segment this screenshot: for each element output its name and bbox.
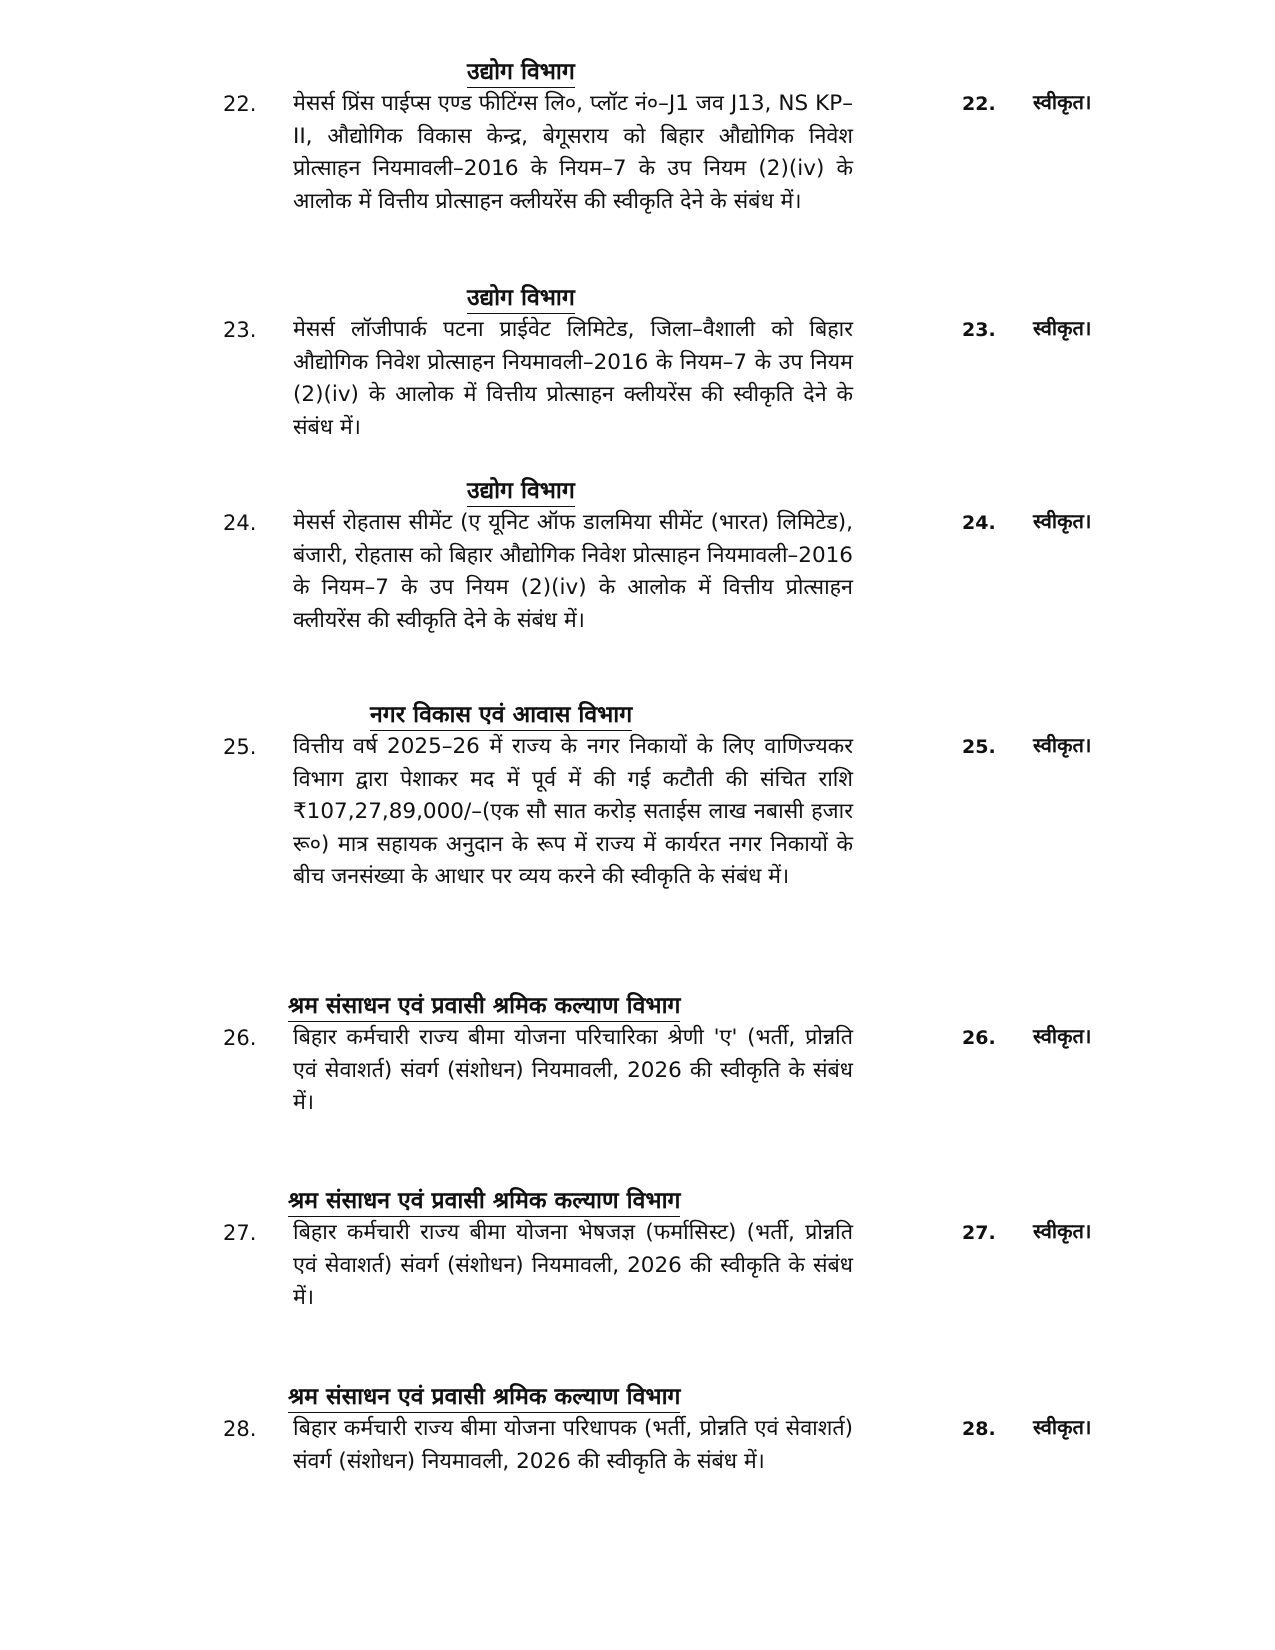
item-number: 24. [223,511,257,535]
department-heading: श्रम संसाधन एवं प्रवासी श्रमिक कल्याण विभाग [288,1383,680,1413]
item-number: 27. [223,1221,257,1245]
department-heading: श्रम संसाधन एवं प्रवासी श्रमिक कल्याण विभाग [288,1187,680,1217]
decision-status: स्वीकृत। [1033,1415,1092,1439]
result-number: 22. [962,93,996,115]
decision-status: स्वीकृत। [1033,509,1092,533]
decision-status: स्वीकृत। [1033,90,1092,114]
decision-status: स्वीकृत। [1033,1024,1092,1048]
item-description: मेसर्स रोहतास सीमेंट (ए यूनिट ऑफ डालमिया सीमेंट (भारत) लिमिटेड), बंजारी, रोहतास को बिहार औद्योगिक निवेश प्रोत्साहन नियमावली–2016 के नियम–7 के उप नियम (2)(iv) के आलोक में वित्तीय प्रोत्साहन क्लीयरेंस की स्वीकृति देने के संबंध में। [293,510,853,633]
item-description: बिहार कर्मचारी राज्य बीमा योजना परिधापक (भर्ती, प्रोन्नति एवं सेवाशर्त) संवर्ग (संशोधन) नियमावली, 2026 की स्वीकृति के संबंध में। [293,1416,853,1474]
decision-status: स्वीकृत। [1033,316,1092,340]
result-number: 23. [962,319,996,341]
item-description: मेसर्स लॉजीपार्क पटना प्राईवेट लिमिटेड, जिला–वैशाली को बिहार औद्योगिक निवेश प्रोत्साहन नियमावली–2016 के नियम–7 के उप नियम (2)(iv) के आलोक में वित्तीय प्रोत्साहन क्लीयरेंस की स्वीकृति देने के संबंध में। [293,317,853,440]
result-number: 26. [962,1027,996,1049]
department-heading: नगर विकास एवं आवास विभाग [370,701,632,731]
result-number: 24. [962,512,996,534]
department-heading: उद्योग विभाग [467,477,575,507]
item-number: 25. [223,735,257,759]
decision-status: स्वीकृत। [1033,1219,1092,1243]
item-description: बिहार कर्मचारी राज्य बीमा योजना परिचारिका श्रेणी 'ए' (भर्ती, प्रोन्नति एवं सेवाशर्त) संवर्ग (संशोधन) नियमावली, 2026 की स्वीकृति के संबंध में। [293,1025,853,1115]
decision-status: स्वीकृत। [1033,733,1092,757]
item-number: 23. [223,318,257,342]
item-number: 22. [223,92,257,116]
department-heading: उद्योग विभाग [467,284,575,314]
item-description: बिहार कर्मचारी राज्य बीमा योजना भेषजज्ञ (फर्मासिस्ट) (भर्ती, प्रोन्नति एवं सेवाशर्त) संवर्ग (संशोधन) नियमावली, 2026 की स्वीकृति के संबंध में। [293,1220,853,1310]
department-heading: उद्योग विभाग [467,58,575,88]
item-number: 28. [223,1417,257,1441]
item-description: वित्तीय वर्ष 2025–26 में राज्य के नगर निकायों के लिए वाणिज्यकर विभाग द्वारा पेशाकर मद में पूर्व में की गई कटौती की संचित राशि ₹107,27,89,000/–(एक सौ सात करोड़ सताईस लाख नबासी हजार रू०) मात्र सहायक अनुदान के रूप में राज्य में कार्यरत नगर निकायों के बीच जनसंख्या के आधार पर व्यय करने की स्वीकृति के संबंध में। [293,734,853,889]
item-description: मेसर्स प्रिंस पाईप्स एण्ड फीटिंग्स लि०, प्लॉट नं०–J1 जव J13, NS KP–II, औद्योगिक विकास केन्द्र, बेगूसराय को बिहार औद्योगिक निवेश प्रोत्साहन नियमावली–2016 के नियम–7 के उप नियम (2)(iv) के आलोक में वित्तीय प्रोत्साहन क्लीयरेंस की स्वीकृति देने के संबंध में। [293,91,853,214]
result-number: 27. [962,1222,996,1244]
result-number: 25. [962,736,996,758]
result-number: 28. [962,1418,996,1440]
department-heading: श्रम संसाधन एवं प्रवासी श्रमिक कल्याण विभाग [288,992,680,1022]
item-number: 26. [223,1026,257,1050]
